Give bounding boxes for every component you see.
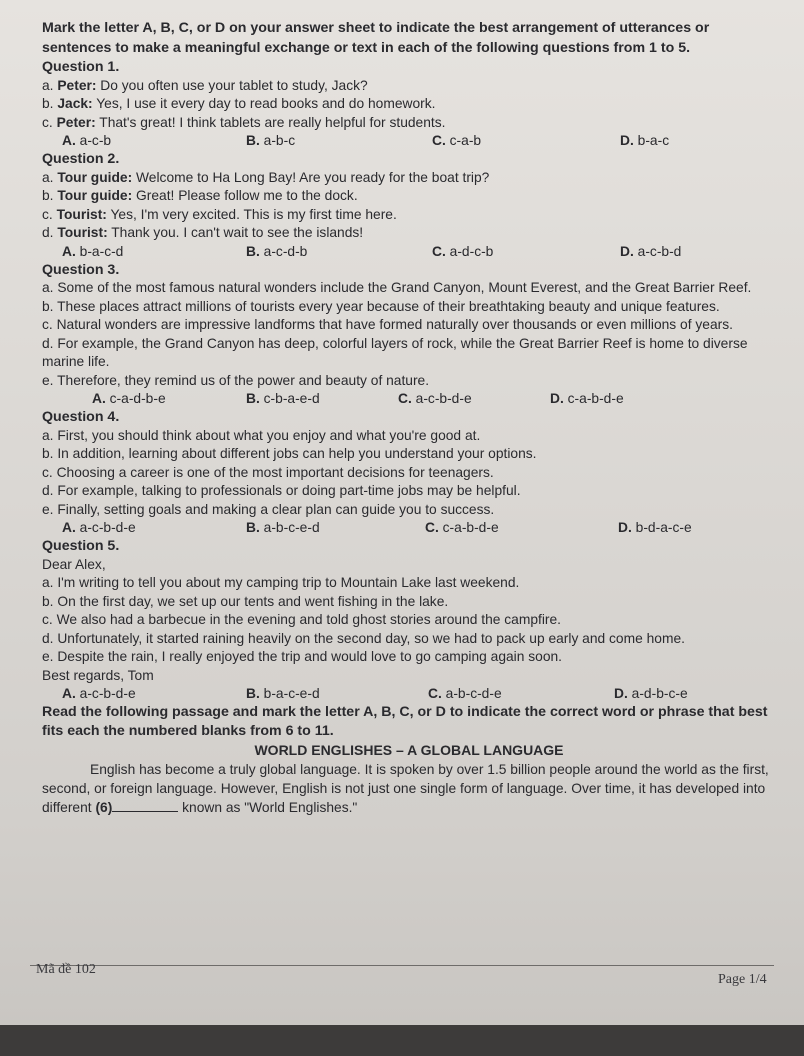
letter-greeting: Dear Alex,	[42, 556, 106, 572]
question-title: Question 5.	[42, 538, 120, 554]
question-title: Question 3.	[42, 261, 120, 278]
answer-options	[42, 243, 776, 261]
sentence: d. For example, talking to professionals or doing part-time jobs may be helpful.	[42, 483, 521, 498]
option-c[interactable]: C. a-b-c-d-e	[428, 686, 502, 701]
option-b[interactable]: B. c-b-a-e-d	[246, 391, 320, 406]
background-surface	[0, 1025, 804, 1056]
question-4	[42, 408, 776, 537]
answer-options	[42, 685, 776, 703]
option-a[interactable]: A. b-a-c-d	[62, 243, 124, 259]
option-c[interactable]: C. a-c-b-d-e	[398, 391, 472, 406]
sentence: a. First, you should think about what you enjoy and what you're good at.	[42, 427, 481, 443]
utterance: c. Peter: That's great! I think tablets are really helpful for students.	[42, 114, 446, 130]
option-d[interactable]: D. c-a-b-d-e	[550, 391, 624, 406]
utterance: a. Tour guide: Welcome to Ha Long Bay! Are you ready for the boat trip?	[42, 169, 490, 185]
speaker: Tour guide:	[57, 169, 133, 185]
sentence: a. I'm writing to tell you about my camping trip to Mountain Lake last weekend.	[42, 575, 520, 590]
section-2-instructions: Read the following passage and mark the letter A, B, C, or D to indicate the correct word or phrase that best fits each the numbered blanks from 6 to 11.	[42, 704, 768, 739]
speaker: Tourist:	[56, 206, 107, 222]
option-b[interactable]: B. a-c-d-b	[246, 243, 308, 259]
speaker: Tourist:	[57, 225, 108, 240]
utterance: a. Peter: Do you often use your tablet to study, Jack?	[42, 77, 368, 93]
option-d[interactable]: D. b-a-c	[620, 133, 670, 148]
option-a[interactable]: A. a-c-b	[62, 133, 112, 148]
blank-label: (6)	[95, 800, 113, 815]
exam-code: Mã đề 102	[36, 962, 96, 977]
answer-options	[42, 132, 776, 150]
footer-divider	[30, 965, 774, 966]
option-a[interactable]: A. a-c-b-d-e	[62, 686, 136, 701]
answer-options	[42, 519, 776, 537]
question-3	[42, 261, 776, 409]
option-c[interactable]: C. c-a-b	[432, 133, 482, 148]
speaker: Peter:	[56, 114, 96, 130]
option-b[interactable]: B. a-b-c	[246, 133, 296, 148]
answer-options	[42, 390, 776, 408]
option-a[interactable]: A. c-a-d-b-e	[92, 391, 166, 406]
option-b[interactable]: B. b-a-c-e-d	[246, 686, 320, 701]
option-c[interactable]: C. c-a-b-d-e	[425, 520, 499, 535]
instructions: Mark the letter A, B, C, or D on your answer sheet to indicate the best arrangement of utterances or sentences to make a meaningful exchange or text in each of the following questions from 1 to 5.	[42, 20, 710, 56]
option-b[interactable]: B. a-b-c-e-d	[246, 520, 320, 535]
option-d[interactable]: D. a-c-b-d	[620, 243, 682, 259]
sentence: b. On the first day, we set up our tents and went fishing in the lake.	[42, 593, 449, 609]
question-title: Question 2.	[42, 151, 120, 167]
sentence: d. Unfortunately, it started raining heavily on the second day, so we had to pack up early and come home.	[42, 630, 685, 646]
passage-text: English has become a truly global language. It is spoken by over 1.5 billion people around the world as the first, second, or foreign language. However, English is not just one single form of language. Over time, it has developed into different (6) known as "World Englishes."	[42, 762, 769, 815]
sentence: a. Some of the most famous natural wonders include the Grand Canyon, Mount Everest, and the Great Barrier Reef.	[42, 280, 752, 295]
sentence: c. Natural wonders are impressive landforms that have formed naturally over thousands or even millions of years.	[42, 317, 733, 332]
sentence: b. These places attract millions of tourists every year because of their breathtaking beauty and unique features.	[42, 298, 720, 314]
question-1	[42, 58, 776, 150]
option-d[interactable]: D. b-d-a-c-e	[618, 520, 692, 535]
sentence: c. We also had a barbecue in the evening and told ghost stories around the campfire.	[42, 612, 561, 627]
sentence: e. Finally, setting goals and making a clear plan can guide you to success.	[42, 501, 495, 517]
option-d[interactable]: D. a-d-b-c-e	[614, 686, 688, 701]
passage-title: WORLD ENGLISHES – A GLOBAL LANGUAGE	[254, 742, 564, 758]
speaker: Tour guide:	[57, 188, 133, 203]
page-number: Page 1/4	[718, 972, 767, 987]
question-title: Question 4.	[42, 409, 120, 425]
sentence: e. Therefore, they remind us of the power and beauty of nature.	[42, 372, 430, 388]
utterance: c. Tourist: Yes, I'm very excited. This is my first time here.	[42, 206, 397, 222]
speaker: Jack:	[57, 96, 93, 111]
speaker: Peter:	[57, 77, 97, 93]
option-c[interactable]: C. a-d-c-b	[432, 243, 494, 259]
sentence: c. Choosing a career is one of the most important decisions for teenagers.	[42, 464, 494, 480]
question-5	[42, 537, 776, 703]
question-2	[42, 150, 776, 261]
sentence: e. Despite the rain, I really enjoyed the trip and would love to go camping again soon.	[42, 649, 563, 664]
question-title: Question 1.	[42, 59, 120, 75]
utterance: b. Jack: Yes, I use it every day to read books and do homework.	[42, 96, 436, 111]
option-a[interactable]: A. a-c-b-d-e	[62, 520, 136, 535]
letter-closing: Best regards, Tom	[42, 667, 154, 683]
sentence: d. For example, the Grand Canyon has deep, colorful layers of rock, while the Great Barrier Reef is home to diverse marine life.	[42, 335, 748, 369]
utterance: b. Tour guide: Great! Please follow me to the dock.	[42, 188, 358, 203]
blank-6[interactable]	[112, 799, 178, 812]
sentence: b. In addition, learning about different jobs can help you understand your options.	[42, 446, 537, 461]
utterance: d. Tourist: Thank you. I can't wait to see the islands!	[42, 225, 364, 240]
